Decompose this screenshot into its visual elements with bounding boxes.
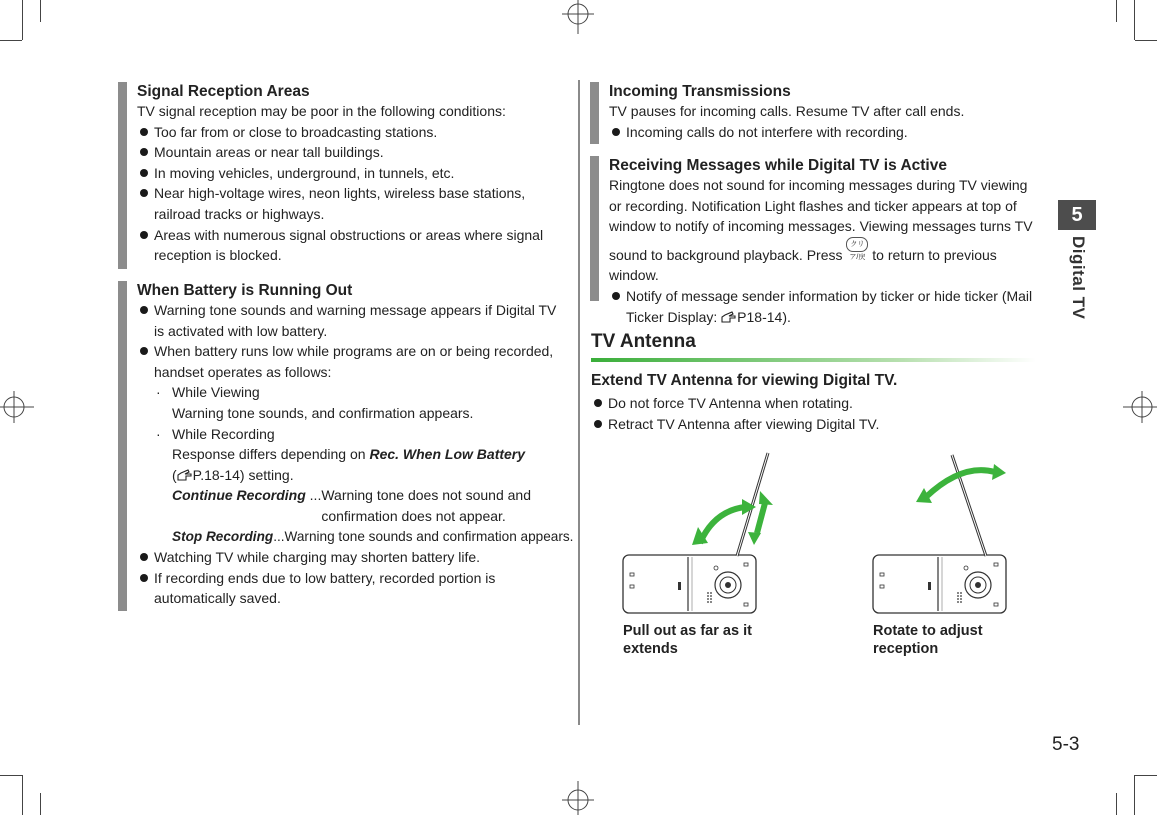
hand-pointer-icon — [177, 469, 193, 482]
while-recording-detail — [154, 444, 570, 485]
while-viewing-label: While Viewing — [172, 384, 260, 401]
while-viewing-detail: Warning tone sounds, and confirmation appears. — [172, 404, 474, 421]
battery-title: When Battery is Running Out — [137, 282, 353, 299]
recording-ref: P.18-14) setting. — [192, 466, 294, 483]
list-item: Near high-voltage wires, neon lights, wireless base stations, railroad tracks or highways. — [137, 183, 570, 224]
list-item: In moving vehicles, underground, in tunnels, etc. — [137, 163, 570, 184]
list-item — [137, 341, 574, 547]
registration-mark-icon — [562, 0, 594, 34]
phone-extend-illustration — [623, 453, 773, 613]
hand-pointer-icon — [721, 311, 737, 324]
list-item: Incoming calls do not interfere with recording. — [609, 122, 1038, 143]
chapter-label: Digital TV — [1069, 236, 1088, 320]
incoming-list — [609, 122, 1038, 143]
chapter-tab: 5 — [1058, 200, 1096, 230]
list-item: Do not force TV Antenna when rotating. — [591, 393, 1036, 414]
battery-item2-text: When battery runs low while programs are on or being recorded, handset operates as follows: — [154, 343, 554, 380]
column-divider — [578, 80, 580, 725]
sub-bullet: · — [156, 425, 161, 442]
messages-title: Receiving Messages while Digital TV is Active — [609, 157, 947, 174]
messages-body — [609, 175, 1038, 286]
rec-low-battery-setting: Rec. When Low Battery — [369, 446, 526, 463]
battery-list — [137, 300, 574, 609]
stop-recording-desc: Warning tone sounds and confirmation appears. — [284, 528, 574, 544]
while-recording-label: While Recording — [172, 425, 275, 442]
caption-pull-out-line2: extends — [623, 641, 678, 657]
list-item: If recording ends due to low battery, recorded portion is automatically saved. — [137, 568, 570, 609]
ticker-item-ref: P18-14). — [737, 308, 791, 325]
continue-recording-desc: Warning tone does not sound and confirmation does not appear. — [321, 487, 531, 524]
page-number: 5-3 — [1052, 734, 1080, 755]
antenna-list — [591, 393, 1036, 434]
while-viewing-row — [154, 382, 570, 403]
list-item: Mountain areas or near tall buildings. — [137, 142, 570, 163]
caption-rotate-line2: reception — [873, 641, 939, 657]
sub-bullet: · — [156, 384, 161, 401]
tv-antenna-heading — [591, 331, 1036, 362]
list-item: Warning tone sounds and warning message appears if Digital TV is activated with low battery. — [137, 300, 570, 341]
incoming-section — [590, 82, 1038, 144]
ticker-item-pre: Notify of message sender information by ticker or hide ticker (Mail Ticker Display: — [626, 287, 1033, 325]
stop-recording-label: Stop Recording — [172, 528, 274, 544]
list-item: Retract TV Antenna after viewing Digital TV. — [591, 414, 1036, 435]
heading-underline — [591, 358, 1036, 362]
registration-mark-icon — [1123, 391, 1157, 423]
rotate-arrow-icon — [700, 507, 745, 543]
caption-rotate-line1: Rotate to adjust — [873, 623, 983, 639]
phone-rotate-illustration — [873, 455, 1006, 613]
stop-recording-option — [154, 527, 574, 548]
list-item — [609, 286, 1038, 327]
list-item: Watching TV while charging may shorten battery life. — [137, 547, 570, 568]
caption-rotate — [873, 622, 983, 658]
antenna-illustrations — [610, 445, 1030, 625]
registration-mark-icon — [0, 391, 34, 423]
incoming-title: Incoming Transmissions — [609, 83, 791, 100]
antenna-instructions — [591, 371, 1036, 434]
messages-section — [590, 156, 1038, 325]
signal-reception-list — [137, 122, 570, 266]
incoming-intro: TV pauses for incoming calls. Resume TV after call ends. — [609, 103, 965, 119]
list-item: Too far from or close to broadcasting stations. — [137, 122, 570, 143]
messages-body-post: to return to previous window. — [609, 246, 997, 284]
signal-reception-title: Signal Reception Areas — [137, 83, 310, 100]
signal-reception-section — [118, 82, 570, 269]
tv-antenna-title: TV Antenna — [591, 331, 696, 352]
extend-arrow-icon — [757, 503, 765, 533]
registration-mark-icon — [562, 781, 594, 815]
caption-pull-out-line1: Pull out as far as it — [623, 623, 752, 639]
messages-body-pre: Ringtone does not sound for incoming messages during TV viewing or recording. Notification Light flashes and ticker appears at top of window to notify of incoming messages. Viewing messages turns TV sound to background playback. Press — [609, 177, 1033, 263]
continue-sep: ... — [305, 487, 322, 504]
battery-section — [118, 281, 574, 611]
continue-recording-option — [154, 485, 570, 526]
while-recording-row — [154, 424, 570, 445]
continue-recording-label: Continue Recording — [172, 487, 306, 504]
clear-back-key-icon: クリア/戻 — [846, 237, 868, 252]
recording-ref-open: ( — [172, 466, 177, 483]
recording-pre: Response differs depending on — [172, 446, 370, 463]
messages-list — [609, 286, 1038, 327]
antenna-subheading: Extend TV Antenna for viewing Digital TV. — [591, 372, 898, 389]
caption-pull-out — [623, 622, 752, 658]
list-item: Areas with numerous signal obstructions or areas where signal reception is blocked. — [137, 225, 570, 266]
stop-sep: ... — [273, 528, 285, 544]
signal-reception-intro: TV signal reception may be poor in the following conditions: — [137, 103, 506, 119]
